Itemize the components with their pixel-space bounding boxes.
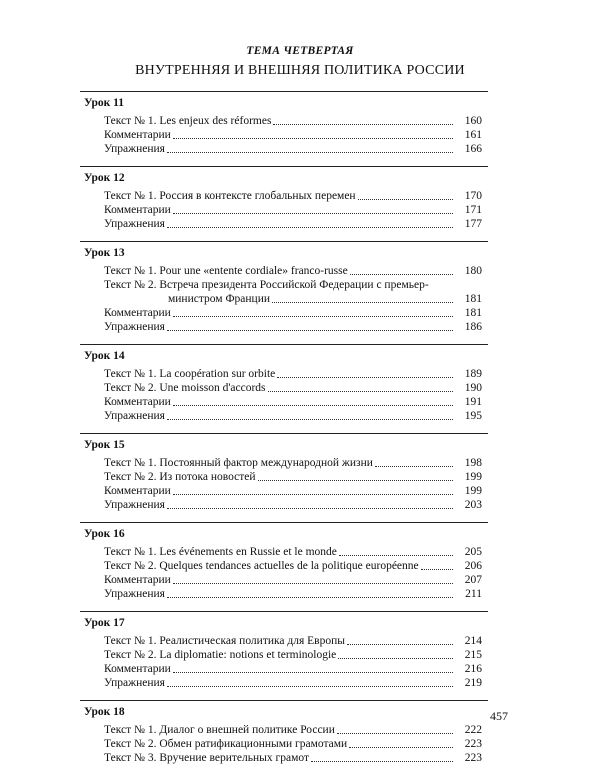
dot-leader bbox=[358, 199, 453, 200]
toc-entry-label: Текст № 1. La coopération sur orbite bbox=[104, 368, 276, 380]
lesson-title: Урок 13 bbox=[84, 247, 125, 259]
lesson-entries bbox=[0, 189, 600, 231]
page-title: ВНУТРЕННЯЯ И ВНЕШНЯЯ ПОЛИТИКА РОССИИ bbox=[135, 63, 465, 78]
dot-leader bbox=[173, 672, 453, 673]
toc-entry bbox=[104, 545, 482, 559]
toc-entry bbox=[104, 470, 482, 484]
dot-leader bbox=[258, 480, 453, 481]
toc-entry-page: 206 bbox=[464, 560, 482, 572]
toc-entry-page: 199 bbox=[464, 471, 482, 483]
toc-entry-label: Текст № 1. Диалог о внешней политике России bbox=[104, 724, 335, 736]
toc-entry-page: 207 bbox=[464, 574, 482, 586]
toc-entry bbox=[104, 484, 482, 498]
lesson-title: Урок 16 bbox=[84, 528, 125, 540]
dot-leader bbox=[173, 405, 453, 406]
toc-entry bbox=[104, 456, 482, 470]
dot-leader bbox=[167, 330, 453, 331]
toc-entry bbox=[104, 203, 482, 217]
toc-entry-page: 199 bbox=[464, 485, 482, 497]
toc-entry-label: Упражнения bbox=[104, 499, 165, 511]
lesson-entries bbox=[0, 367, 600, 423]
toc-entry-page: 223 bbox=[464, 752, 482, 764]
lesson-entries bbox=[0, 545, 600, 601]
lesson-entries bbox=[0, 114, 600, 156]
toc-entry bbox=[104, 737, 482, 751]
lesson-title: Урок 15 bbox=[84, 439, 125, 451]
dot-leader bbox=[337, 733, 453, 734]
toc-entry-page: 198 bbox=[464, 457, 482, 469]
lesson-title: Урок 11 bbox=[84, 97, 125, 109]
toc-entry bbox=[104, 142, 482, 156]
toc-entry-label: Текст № 1. Реалистическая политика для Европы bbox=[104, 635, 345, 647]
toc-entry bbox=[104, 751, 482, 765]
section-divider bbox=[80, 166, 488, 167]
toc-entry-page: 222 bbox=[464, 724, 482, 736]
toc-entry bbox=[104, 723, 482, 737]
toc-entry-label: Комментарии bbox=[104, 663, 171, 675]
lesson-block bbox=[0, 166, 600, 241]
toc-entry-label: Текст № 2. La diplomatie: notions et terminologie bbox=[104, 649, 337, 661]
dot-leader bbox=[173, 583, 453, 584]
toc-entry-label: Текст № 2. Из потока новостей bbox=[104, 471, 256, 483]
dot-leader bbox=[167, 227, 453, 228]
lesson-title: Урок 14 bbox=[84, 350, 125, 362]
toc-entry-label: Комментарии bbox=[104, 204, 171, 216]
toc-entry-label: Упражнения bbox=[104, 410, 165, 422]
toc-entry-label: Текст № 2. Обмен ратификационными грамотами bbox=[104, 738, 348, 750]
toc-entry-page: 214 bbox=[464, 635, 482, 647]
dot-leader bbox=[311, 761, 453, 762]
dot-leader bbox=[167, 686, 453, 687]
dot-leader bbox=[350, 274, 453, 275]
toc-entry-page: 181 bbox=[464, 307, 482, 319]
lesson-block bbox=[0, 700, 600, 775]
toc-entry-page: 190 bbox=[464, 382, 482, 394]
toc-entry-label-continued: министром Франции bbox=[168, 293, 271, 305]
dot-leader bbox=[167, 597, 453, 598]
toc-entry-label: Комментарии bbox=[104, 574, 171, 586]
dot-leader bbox=[277, 377, 453, 378]
toc-entry-label: Текст № 2. Une moisson d'accords bbox=[104, 382, 266, 394]
lesson-entries bbox=[0, 634, 600, 690]
toc-entry-page: 215 bbox=[464, 649, 482, 661]
toc-entry-page: 203 bbox=[464, 499, 482, 511]
toc-entry bbox=[104, 217, 482, 231]
toc-entry-label: Текст № 2. Quelques tendances actuelles de la politique européenne bbox=[104, 560, 419, 572]
lesson-entries bbox=[0, 723, 600, 765]
dot-leader bbox=[347, 644, 453, 645]
toc-entry bbox=[104, 128, 482, 142]
lessons-list bbox=[0, 91, 600, 775]
toc-entry bbox=[104, 634, 482, 648]
dot-leader bbox=[339, 555, 453, 556]
lesson-block bbox=[0, 611, 600, 700]
toc-entry-page: 166 bbox=[464, 143, 482, 155]
dot-leader bbox=[338, 658, 453, 659]
toc-entry-label: Текст № 2. Встреча президента Российской Федерации с премьер- bbox=[104, 279, 429, 291]
toc-entry-label: Текст № 1. Россия в контексте глобальных перемен bbox=[104, 190, 356, 202]
dot-leader bbox=[349, 747, 453, 748]
toc-entry-page: 211 bbox=[465, 588, 482, 600]
lesson-block bbox=[0, 91, 600, 166]
section-divider bbox=[80, 241, 488, 242]
dot-leader bbox=[375, 466, 453, 467]
toc-entry bbox=[104, 395, 482, 409]
toc-entry-label: Текст № 3. Вручение верительных грамот bbox=[104, 752, 310, 764]
toc-entry-label: Упражнения bbox=[104, 677, 165, 689]
lesson-block bbox=[0, 522, 600, 611]
lesson-block bbox=[0, 344, 600, 433]
toc-entry bbox=[104, 662, 482, 676]
toc-entry-page: 189 bbox=[464, 368, 482, 380]
toc-entry-page: 160 bbox=[464, 115, 482, 127]
toc-entry bbox=[104, 320, 482, 334]
lesson-block bbox=[0, 241, 600, 344]
toc-entry-label: Комментарии bbox=[104, 129, 171, 141]
toc-entry bbox=[104, 264, 482, 278]
dot-leader bbox=[173, 138, 453, 139]
dot-leader bbox=[173, 316, 453, 317]
section-divider bbox=[80, 522, 488, 523]
section-divider bbox=[80, 91, 488, 92]
toc-entry-label: Текст № 1. Les événements en Russie et le monde bbox=[104, 546, 337, 558]
toc-entry bbox=[104, 648, 482, 662]
toc-entry bbox=[104, 587, 482, 601]
toc-entry-label: Упражнения bbox=[104, 588, 165, 600]
lesson-entries bbox=[0, 264, 600, 334]
toc-entry-page: 216 bbox=[464, 663, 482, 675]
dot-leader bbox=[272, 302, 453, 303]
lesson-title: Урок 12 bbox=[84, 172, 125, 184]
lesson-title: Урок 17 bbox=[84, 617, 125, 629]
toc-entry-page: 219 bbox=[464, 677, 482, 689]
toc-entry-label: Комментарии bbox=[104, 396, 171, 408]
toc-entry-page: 195 bbox=[464, 410, 482, 422]
toc-entry-label: Текст № 1. Les enjeux des réformes bbox=[104, 115, 272, 127]
toc-entry-page: 191 bbox=[464, 396, 482, 408]
toc-entry-page: 205 bbox=[464, 546, 482, 558]
dot-leader bbox=[268, 391, 453, 392]
section-divider bbox=[80, 344, 488, 345]
toc-entry bbox=[104, 498, 482, 512]
toc-entry-label: Упражнения bbox=[104, 321, 165, 333]
lesson-title: Урок 18 bbox=[84, 706, 125, 718]
section-divider bbox=[80, 433, 488, 434]
page-number: 457 bbox=[490, 709, 508, 723]
toc-entry-label: Текст № 1. Pour une «entente cordiale» franco-russe bbox=[104, 265, 348, 277]
toc-entry bbox=[104, 381, 482, 395]
toc-entry-label: Упражнения bbox=[104, 218, 165, 230]
toc-entry bbox=[104, 559, 482, 573]
dot-leader bbox=[173, 213, 453, 214]
toc-entry bbox=[104, 367, 482, 381]
dot-leader bbox=[167, 152, 453, 153]
toc-entry-label: Комментарии bbox=[104, 485, 171, 497]
toc-entry bbox=[104, 278, 482, 306]
toc-entry bbox=[104, 189, 482, 203]
toc-entry-page: 223 bbox=[464, 738, 482, 750]
dot-leader bbox=[167, 419, 453, 420]
toc-entry-page: 180 bbox=[464, 265, 482, 277]
toc-entry-page: 161 bbox=[464, 129, 482, 141]
section-divider bbox=[80, 611, 488, 612]
toc-entry-label: Упражнения bbox=[104, 143, 165, 155]
theme-label: ТЕМА ЧЕТВЕРТАЯ bbox=[246, 45, 354, 57]
toc-entry bbox=[104, 676, 482, 690]
lesson-block bbox=[0, 433, 600, 522]
toc-entry-page: 177 bbox=[464, 218, 482, 230]
toc-entry-label: Текст № 1. Постоянный фактор международной жизни bbox=[104, 457, 373, 469]
dot-leader bbox=[421, 569, 453, 570]
dot-leader bbox=[173, 494, 453, 495]
toc-entry-page: 186 bbox=[464, 321, 482, 333]
dot-leader bbox=[273, 124, 453, 125]
toc-entry-page: 181 bbox=[464, 293, 482, 305]
toc-entry bbox=[104, 573, 482, 587]
toc-entry-page: 171 bbox=[464, 204, 482, 216]
toc-entry bbox=[104, 409, 482, 423]
toc-entry-label: Комментарии bbox=[104, 307, 171, 319]
dot-leader bbox=[167, 508, 453, 509]
lesson-entries bbox=[0, 456, 600, 512]
toc-entry bbox=[104, 306, 482, 320]
toc-entry bbox=[104, 114, 482, 128]
section-divider bbox=[80, 700, 488, 701]
toc-entry-page: 170 bbox=[464, 190, 482, 202]
